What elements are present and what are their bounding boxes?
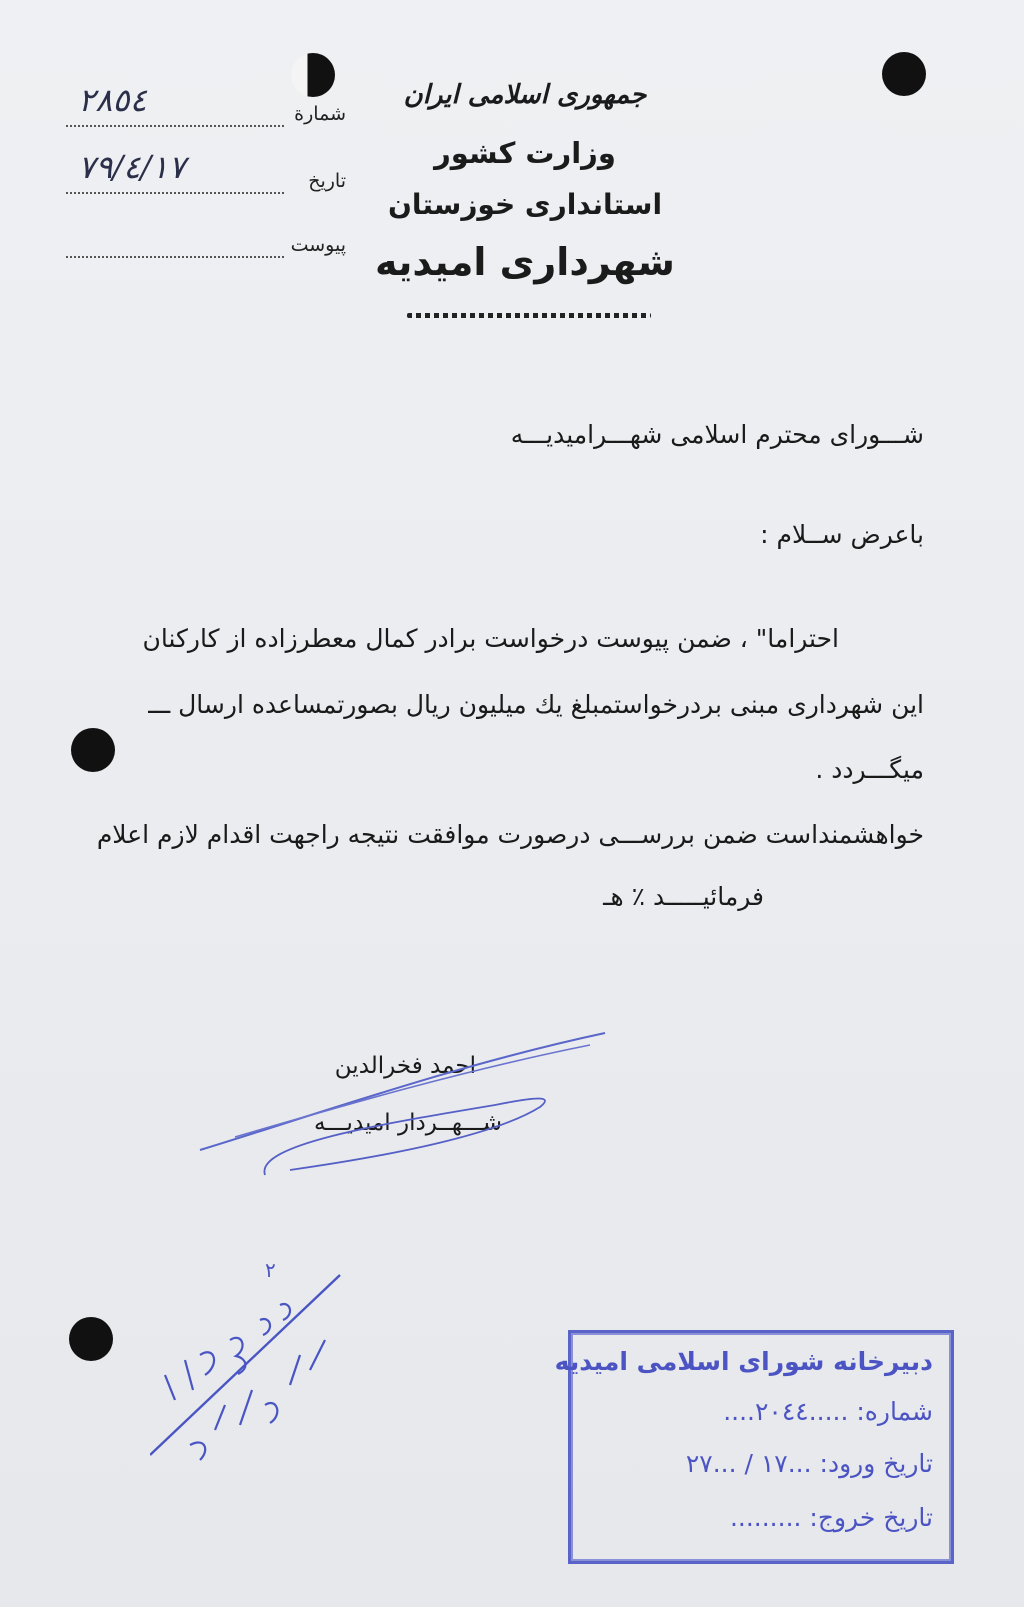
signature-mark: [195, 1025, 615, 1185]
paragraph-1-line-1: احتراما" ، ضمن پیوست درخواست برادر کمال معطرزاده از کارکنان: [142, 624, 839, 653]
number-dotted-line: [66, 125, 284, 127]
paragraph-2-line-2: فرمائیـــــد ٪ هـ: [603, 882, 764, 911]
paragraph-1-line-3: میگـــردد .: [815, 755, 924, 784]
date-label: تاريخ: [308, 170, 346, 192]
date-row: [66, 148, 346, 200]
stamp-number: شماره: .....٢٠٤٤....: [723, 1397, 933, 1426]
stamp-title: دبیرخانه شورای اسلامی امیدیه: [554, 1347, 933, 1376]
punch-hole-top-left: [291, 53, 335, 97]
letterhead-divider: [407, 313, 651, 318]
paragraph-1-line-2: این شهرداری مبنی بردرخواستمبلغ یك میلیون ریال بصورتمساعده ارسال ـــ: [148, 690, 924, 719]
stamp-entry-date: تاریخ ورود: ...١٧ / ...٢٧: [685, 1449, 933, 1478]
letterhead-municipality: شهرداری امیدیه: [375, 240, 675, 284]
punch-hole-middle-left: [71, 728, 115, 772]
punch-hole-bottom-left: [69, 1317, 113, 1361]
number-row: [66, 81, 346, 133]
margin-note-digit: ٢: [265, 1258, 276, 1282]
punch-hole-top-right: [882, 52, 926, 96]
attachment-row: [66, 234, 346, 264]
greeting: باعرض ســلام :: [760, 520, 924, 549]
council-secretariat-stamp: [554, 1330, 954, 1564]
number-label: شمارة: [294, 103, 346, 125]
attachment-label: پيوست: [290, 234, 346, 256]
stamp-exit-date: تاریخ خروج: .........: [729, 1503, 933, 1532]
letterhead-ministry: وزارت كشور: [434, 136, 616, 170]
number-value: ٢٨٥٤: [78, 81, 147, 119]
signatory-name: احمد فخرالدین: [334, 1053, 476, 1079]
date-dotted-line: [66, 192, 284, 194]
letterhead-country: جمهوری اسلامی ایران: [403, 80, 647, 110]
letterhead-governorate: استانداری خوزستان: [387, 188, 663, 221]
attachment-dotted-line: [66, 256, 284, 258]
signatory-title: شـــهــردار امیدیـــه: [314, 1110, 502, 1136]
handwritten-margin-note: [150, 1255, 370, 1465]
addressee: شـــورای محترم اسلامی شهـــرامیدیـــه: [510, 420, 924, 449]
paragraph-2-line-1: خواهشمنداست ضمن بررســـی درصورت موافقت نتیجه راجهت اقدام لازم اعلام: [96, 820, 924, 849]
date-value: ٧٩/٤/١٧: [78, 148, 186, 186]
